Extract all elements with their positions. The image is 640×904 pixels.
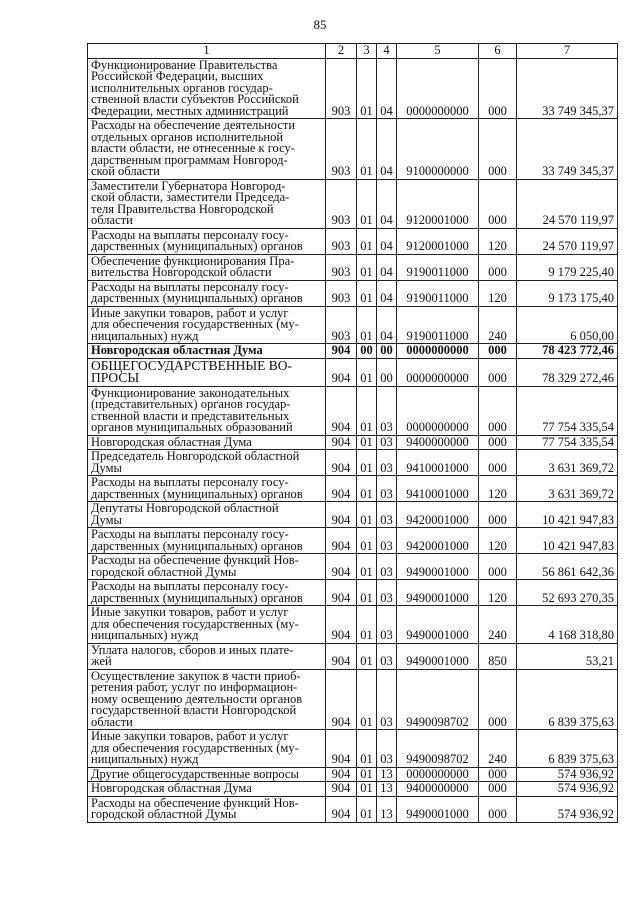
table-row bbox=[88, 767, 618, 782]
section-code-cell: 01 bbox=[357, 306, 377, 344]
section-code-cell: 01 bbox=[357, 796, 377, 822]
expense-type-cell: 000 bbox=[479, 119, 517, 180]
expense-type-cell: 000 bbox=[479, 344, 517, 359]
row-name-line: Обеспечение функционирования Пра- bbox=[91, 253, 295, 268]
subsection-code-cell: 03 bbox=[377, 502, 397, 528]
row-name-line: дарственных (муниципальных) органов bbox=[91, 291, 303, 305]
row-name-line: Заместители Губернатора Новгород- bbox=[91, 178, 286, 193]
section-code-cell: 01 bbox=[357, 58, 377, 119]
row-name-cell bbox=[88, 580, 326, 606]
amount-cell: 574 936,92 bbox=[517, 796, 618, 822]
row-name-line: Иные закупки товаров, работ и услуг bbox=[91, 305, 289, 320]
row-name-line: для обеспечения государственных (му- bbox=[91, 740, 299, 755]
section-code-cell: 01 bbox=[357, 782, 377, 797]
row-name-cell bbox=[88, 450, 326, 476]
amount-cell: 78 329 272,46 bbox=[517, 358, 618, 386]
expense-type-cell: 000 bbox=[479, 254, 517, 280]
row-name-cell bbox=[88, 782, 326, 797]
table-row bbox=[88, 179, 618, 228]
target-article-cell: 9190011000 bbox=[397, 254, 479, 280]
ministry-code-cell: 903 bbox=[326, 280, 357, 306]
target-article-cell: 9120001000 bbox=[397, 228, 479, 254]
row-name-line: Новгородская областная Дума bbox=[91, 781, 252, 795]
ministry-code-cell: 904 bbox=[326, 643, 357, 669]
target-article-cell: 0000000000 bbox=[397, 767, 479, 782]
ministry-code-cell: 904 bbox=[326, 669, 357, 730]
table-row bbox=[88, 228, 618, 254]
row-name-cell bbox=[88, 669, 326, 730]
column-header: 5 bbox=[397, 44, 479, 59]
table-body bbox=[88, 58, 618, 822]
section-code-cell: 01 bbox=[357, 179, 377, 228]
expense-type-cell: 000 bbox=[479, 554, 517, 580]
expense-type-cell: 120 bbox=[479, 228, 517, 254]
row-name-line: отдельных органов исполнительной bbox=[91, 129, 284, 144]
amount-cell: 24 570 119,97 bbox=[517, 228, 618, 254]
subsection-code-cell: 04 bbox=[377, 179, 397, 228]
section-code-cell: 00 bbox=[357, 344, 377, 359]
expense-type-cell: 000 bbox=[479, 782, 517, 797]
expense-type-cell: 000 bbox=[479, 358, 517, 386]
row-name-cell bbox=[88, 643, 326, 669]
target-article-cell: 0000000000 bbox=[397, 358, 479, 386]
subsection-code-cell: 03 bbox=[377, 643, 397, 669]
column-header: 1 bbox=[88, 44, 326, 59]
amount-cell: 24 570 119,97 bbox=[517, 179, 618, 228]
ministry-code-cell: 904 bbox=[326, 554, 357, 580]
expense-type-cell: 000 bbox=[479, 796, 517, 822]
amount-cell: 574 936,92 bbox=[517, 782, 618, 797]
row-name-line: ниципальных) нужд bbox=[91, 628, 199, 642]
row-name-line: ному освещению деятельности органов bbox=[91, 691, 303, 706]
subsection-code-cell: 00 bbox=[377, 358, 397, 386]
expense-type-cell: 000 bbox=[479, 669, 517, 730]
ministry-code-cell: 904 bbox=[326, 796, 357, 822]
ministry-code-cell: 904 bbox=[326, 450, 357, 476]
table-row bbox=[88, 119, 618, 180]
row-name-line: Расходы на выплаты персоналу госу- bbox=[91, 227, 289, 242]
subsection-code-cell: 03 bbox=[377, 386, 397, 435]
ministry-code-cell: 904 bbox=[326, 358, 357, 386]
target-article-cell: 9120001000 bbox=[397, 179, 479, 228]
target-article-cell: 9100000000 bbox=[397, 119, 479, 180]
section-code-cell: 01 bbox=[357, 254, 377, 280]
table-row bbox=[88, 386, 618, 435]
section-code-cell: 01 bbox=[357, 669, 377, 730]
target-article-cell: 9490001000 bbox=[397, 554, 479, 580]
amount-cell: 77 754 335,54 bbox=[517, 386, 618, 435]
row-name-line: ской области, заместители Председа- bbox=[91, 190, 290, 204]
row-name-cell bbox=[88, 435, 326, 450]
column-header: 7 bbox=[517, 44, 618, 59]
amount-cell: 6 839 375,63 bbox=[517, 730, 618, 768]
section-code-cell: 01 bbox=[357, 730, 377, 768]
subsection-code-cell: 03 bbox=[377, 476, 397, 502]
table-row bbox=[88, 358, 618, 386]
row-name-line: органов муниципальных образований bbox=[91, 420, 293, 434]
subsection-code-cell: 03 bbox=[377, 606, 397, 644]
row-name-line: Расходы на обеспечение функций Нов- bbox=[91, 553, 299, 567]
budget-table bbox=[87, 43, 618, 823]
expense-type-cell: 000 bbox=[479, 435, 517, 450]
table-row bbox=[88, 580, 618, 606]
row-name-cell bbox=[88, 767, 326, 782]
table-row bbox=[88, 606, 618, 644]
subsection-code-cell: 03 bbox=[377, 669, 397, 730]
row-name-line: городской областной Думы bbox=[91, 564, 237, 579]
ministry-code-cell: 904 bbox=[326, 580, 357, 606]
subsection-code-cell: 04 bbox=[377, 254, 397, 280]
expense-type-cell: 850 bbox=[479, 643, 517, 669]
row-name-line: исполнительных органов государ- bbox=[91, 80, 273, 95]
subsection-code-cell: 13 bbox=[377, 796, 397, 822]
row-name-cell bbox=[88, 306, 326, 344]
ministry-code-cell: 903 bbox=[326, 306, 357, 344]
section-code-cell: 01 bbox=[357, 386, 377, 435]
target-article-cell: 9420001000 bbox=[397, 528, 479, 554]
ministry-code-cell: 903 bbox=[326, 58, 357, 119]
row-name-line: Иные закупки товаров, работ и услуг bbox=[91, 729, 289, 743]
subsection-code-cell: 03 bbox=[377, 730, 397, 768]
amount-cell: 10 421 947,83 bbox=[517, 528, 618, 554]
amount-cell: 52 693 270,35 bbox=[517, 580, 618, 606]
target-article-cell: 9410001000 bbox=[397, 450, 479, 476]
amount-cell: 10 421 947,83 bbox=[517, 502, 618, 528]
expense-type-cell: 000 bbox=[479, 450, 517, 476]
row-name-line: Другие общегосударственные вопросы bbox=[91, 766, 299, 781]
expense-type-cell: 120 bbox=[479, 476, 517, 502]
table-row bbox=[88, 450, 618, 476]
subsection-code-cell: 13 bbox=[377, 782, 397, 797]
amount-cell: 9 173 175,40 bbox=[517, 280, 618, 306]
subsection-code-cell: 03 bbox=[377, 580, 397, 606]
table-row bbox=[88, 476, 618, 502]
amount-cell: 9 179 225,40 bbox=[517, 254, 618, 280]
row-name-line: ОБЩЕГОСУДАРСТВЕННЫЕ ВО- bbox=[91, 357, 293, 373]
subsection-code-cell: 04 bbox=[377, 280, 397, 306]
row-name-line: ской области bbox=[91, 164, 160, 178]
column-header: 6 bbox=[479, 44, 517, 59]
ministry-code-cell: 904 bbox=[326, 782, 357, 797]
target-article-cell: 9490001000 bbox=[397, 606, 479, 644]
row-name-line: вительства Новгородской области bbox=[91, 265, 272, 279]
row-name-line: ственной власти и представительных bbox=[91, 408, 290, 423]
row-name-line: власти области, не отнесенные к госу- bbox=[91, 141, 295, 155]
row-name-cell bbox=[88, 254, 326, 280]
row-name-cell bbox=[88, 502, 326, 528]
row-name-cell bbox=[88, 58, 326, 119]
row-name-line: для обеспечения государственных (му- bbox=[91, 317, 299, 331]
amount-cell: 78 423 772,46 bbox=[517, 344, 618, 359]
row-name-line: Федерации, местных администраций bbox=[91, 103, 289, 118]
target-article-cell: 9190011000 bbox=[397, 280, 479, 306]
expense-type-cell: 000 bbox=[479, 767, 517, 782]
row-name-line: ниципальных) нужд bbox=[91, 752, 199, 766]
table-row bbox=[88, 730, 618, 768]
section-code-cell: 01 bbox=[357, 450, 377, 476]
section-code-cell: 01 bbox=[357, 435, 377, 450]
section-code-cell: 01 bbox=[357, 767, 377, 782]
row-name-line: для обеспечения государственных (му- bbox=[91, 616, 299, 631]
subsection-code-cell: 03 bbox=[377, 450, 397, 476]
page-number: 85 bbox=[313, 17, 327, 32]
row-name-line: жей bbox=[91, 654, 112, 668]
row-name-line: Осуществление закупок в части приоб- bbox=[91, 668, 301, 683]
row-name-line: Расходы на выплаты персоналу госу- bbox=[91, 279, 289, 294]
table-row bbox=[88, 554, 618, 580]
subsection-code-cell: 13 bbox=[377, 767, 397, 782]
target-article-cell: 9190011000 bbox=[397, 306, 479, 344]
ministry-code-cell: 904 bbox=[326, 528, 357, 554]
ministry-code-cell: 904 bbox=[326, 344, 357, 359]
row-name-line: Расходы на выплаты персоналу госу- bbox=[91, 475, 289, 489]
row-name-line: ственной власти субъектов Российской bbox=[91, 92, 299, 106]
target-article-cell: 9490098702 bbox=[397, 669, 479, 730]
column-header: 2 bbox=[326, 44, 357, 59]
expense-type-cell: 240 bbox=[479, 306, 517, 344]
row-name-line: Новгородская областная Дума bbox=[91, 343, 263, 357]
amount-cell: 53,21 bbox=[517, 643, 618, 669]
section-code-cell: 01 bbox=[357, 119, 377, 180]
table-row bbox=[88, 435, 618, 450]
row-name-cell bbox=[88, 344, 326, 359]
subsection-code-cell: 04 bbox=[377, 306, 397, 344]
row-name-line: теля Правительства Новгородской bbox=[91, 201, 274, 216]
row-name-cell bbox=[88, 119, 326, 180]
section-code-cell: 01 bbox=[357, 554, 377, 580]
subsection-code-cell: 04 bbox=[377, 119, 397, 180]
amount-cell: 3 631 369,72 bbox=[517, 476, 618, 502]
section-code-cell: 01 bbox=[357, 528, 377, 554]
row-name-line: дарственных (муниципальных) органов bbox=[91, 590, 303, 605]
subsection-code-cell: 03 bbox=[377, 554, 397, 580]
row-name-line: дарственных (муниципальных) органов bbox=[91, 486, 303, 501]
target-article-cell: 9400000000 bbox=[397, 782, 479, 797]
row-name-line: дарственных (муниципальных) органов bbox=[91, 239, 303, 253]
row-name-line: ретения работ, услуг по информацион- bbox=[91, 680, 298, 694]
expense-type-cell: 000 bbox=[479, 386, 517, 435]
table-row bbox=[88, 344, 618, 359]
row-name-line: области bbox=[91, 213, 133, 227]
ministry-code-cell: 903 bbox=[326, 119, 357, 180]
target-article-cell: 9410001000 bbox=[397, 476, 479, 502]
expense-type-cell: 120 bbox=[479, 528, 517, 554]
table-row bbox=[88, 669, 618, 730]
section-code-cell: 01 bbox=[357, 606, 377, 644]
row-name-cell bbox=[88, 796, 326, 822]
section-code-cell: 01 bbox=[357, 358, 377, 386]
target-article-cell: 9420001000 bbox=[397, 502, 479, 528]
target-article-cell: 9490098702 bbox=[397, 730, 479, 768]
row-name-cell bbox=[88, 228, 326, 254]
ministry-code-cell: 903 bbox=[326, 179, 357, 228]
amount-cell: 3 631 369,72 bbox=[517, 450, 618, 476]
row-name-line: ниципальных) нужд bbox=[91, 328, 199, 343]
row-name-line: дарственным программам Новгород- bbox=[91, 152, 288, 167]
row-name-line: Расходы на обеспечение функций Нов- bbox=[91, 795, 299, 810]
table-row bbox=[88, 528, 618, 554]
target-article-cell: 0000000000 bbox=[397, 344, 479, 359]
row-name-line: (представительных) органов государ- bbox=[91, 397, 291, 411]
row-name-line: Расходы на выплаты персоналу госу- bbox=[91, 579, 289, 593]
amount-cell: 4 168 318,80 bbox=[517, 606, 618, 644]
ministry-code-cell: 904 bbox=[326, 386, 357, 435]
row-name-line: ПРОСЫ bbox=[91, 370, 140, 385]
row-name-line: дарственных (муниципальных) органов bbox=[91, 538, 303, 553]
amount-cell: 6 839 375,63 bbox=[517, 669, 618, 730]
ministry-code-cell: 904 bbox=[326, 767, 357, 782]
table-row bbox=[88, 796, 618, 822]
amount-cell: 33 749 345,37 bbox=[517, 119, 618, 180]
row-name-line: Расходы на обеспечение деятельности bbox=[91, 118, 296, 132]
header-row bbox=[88, 44, 618, 59]
target-article-cell: 0000000000 bbox=[397, 58, 479, 119]
row-name-cell bbox=[88, 358, 326, 386]
subsection-code-cell: 04 bbox=[377, 58, 397, 119]
row-name-cell bbox=[88, 528, 326, 554]
table-row bbox=[88, 502, 618, 528]
table-row bbox=[88, 782, 618, 797]
row-name-line: Иные закупки товаров, работ и услуг bbox=[91, 605, 289, 619]
table-row bbox=[88, 306, 618, 344]
amount-cell: 33 749 345,37 bbox=[517, 58, 618, 119]
row-name-line: Уплата налогов, сборов и иных плате- bbox=[91, 642, 294, 657]
row-name-line: городской областной Думы bbox=[91, 807, 237, 821]
subsection-code-cell: 00 bbox=[377, 344, 397, 359]
row-name-line: Новгородская областная Дума bbox=[91, 434, 252, 449]
target-article-cell: 9490001000 bbox=[397, 580, 479, 606]
row-name-cell bbox=[88, 730, 326, 768]
subsection-code-cell: 04 bbox=[377, 228, 397, 254]
row-name-line: Функционирование Правительства bbox=[91, 57, 278, 72]
ministry-code-cell: 903 bbox=[326, 228, 357, 254]
target-article-cell: 9490001000 bbox=[397, 643, 479, 669]
ministry-code-cell: 904 bbox=[326, 730, 357, 768]
expense-type-cell: 000 bbox=[479, 58, 517, 119]
table-row bbox=[88, 280, 618, 306]
row-name-line: Думы bbox=[91, 512, 122, 527]
expense-type-cell: 240 bbox=[479, 606, 517, 644]
target-article-cell: 9400000000 bbox=[397, 435, 479, 450]
section-code-cell: 01 bbox=[357, 228, 377, 254]
subsection-code-cell: 03 bbox=[377, 528, 397, 554]
amount-cell: 574 936,92 bbox=[517, 767, 618, 782]
section-code-cell: 01 bbox=[357, 643, 377, 669]
row-name-line: области bbox=[91, 714, 133, 729]
section-code-cell: 01 bbox=[357, 580, 377, 606]
row-name-line: государственной власти Новгородской bbox=[91, 703, 297, 717]
amount-cell: 6 050,00 bbox=[517, 306, 618, 344]
ministry-code-cell: 904 bbox=[326, 476, 357, 502]
row-name-line: Функционирование законодательных bbox=[91, 385, 290, 400]
row-name-cell bbox=[88, 554, 326, 580]
ministry-code-cell: 904 bbox=[326, 502, 357, 528]
target-article-cell: 0000000000 bbox=[397, 386, 479, 435]
expense-type-cell: 000 bbox=[479, 502, 517, 528]
row-name-cell bbox=[88, 476, 326, 502]
target-article-cell: 9490001000 bbox=[397, 796, 479, 822]
amount-cell: 56 861 642,36 bbox=[517, 554, 618, 580]
table-row bbox=[88, 643, 618, 669]
expense-type-cell: 120 bbox=[479, 280, 517, 306]
section-code-cell: 01 bbox=[357, 476, 377, 502]
row-name-cell bbox=[88, 606, 326, 644]
ministry-code-cell: 903 bbox=[326, 254, 357, 280]
row-name-line: Расходы на выплаты персоналу госу- bbox=[91, 527, 289, 541]
row-name-line: Председатель Новгородской областной bbox=[91, 449, 300, 463]
column-header: 4 bbox=[377, 44, 397, 59]
amount-cell: 77 754 335,54 bbox=[517, 435, 618, 450]
table-row bbox=[88, 58, 618, 119]
ministry-code-cell: 904 bbox=[326, 435, 357, 450]
subsection-code-cell: 03 bbox=[377, 435, 397, 450]
expense-type-cell: 120 bbox=[479, 580, 517, 606]
column-header: 3 bbox=[357, 44, 377, 59]
row-name-cell bbox=[88, 280, 326, 306]
row-name-line: Думы bbox=[91, 460, 122, 475]
expense-type-cell: 240 bbox=[479, 730, 517, 768]
row-name-line: Российской Федерации, высших bbox=[91, 69, 264, 83]
section-code-cell: 01 bbox=[357, 280, 377, 306]
row-name-cell bbox=[88, 386, 326, 435]
row-name-cell bbox=[88, 179, 326, 228]
row-name-line: Депутаты Новгородской областной bbox=[91, 501, 279, 515]
table-row bbox=[88, 254, 618, 280]
ministry-code-cell: 904 bbox=[326, 606, 357, 644]
expense-type-cell: 000 bbox=[479, 179, 517, 228]
section-code-cell: 01 bbox=[357, 502, 377, 528]
